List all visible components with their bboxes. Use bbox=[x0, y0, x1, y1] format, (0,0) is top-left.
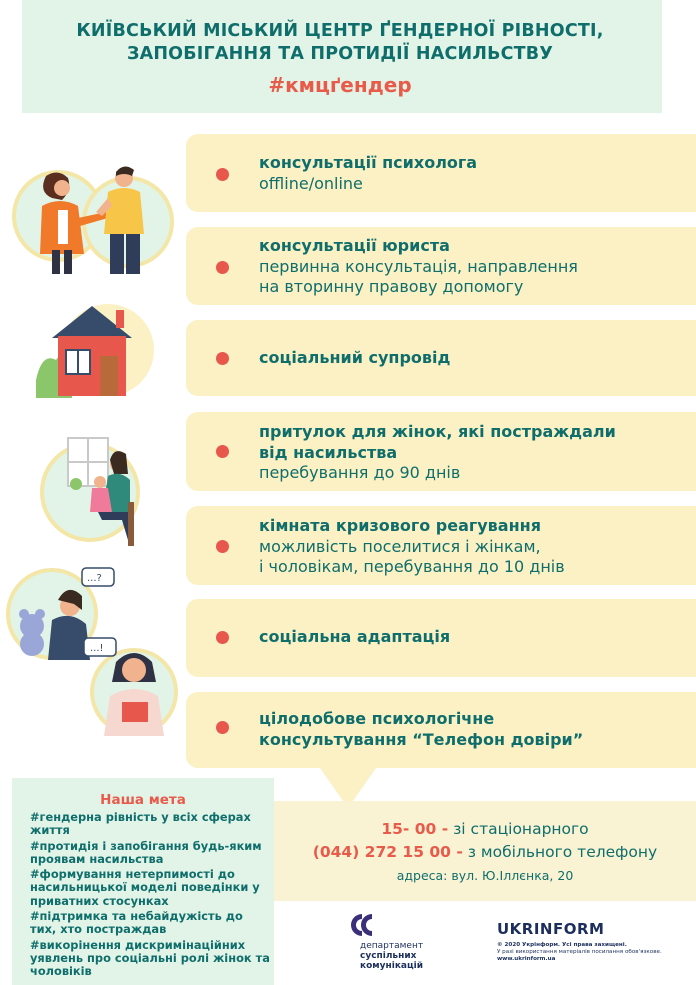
service-card-lawyer bbox=[186, 227, 696, 305]
bullet-dot bbox=[216, 540, 229, 553]
goal-title: Наша мета bbox=[100, 792, 186, 808]
goal-list bbox=[30, 811, 270, 981]
mobile-label: з мобільного телефону bbox=[462, 843, 658, 861]
contact-landline bbox=[274, 820, 696, 838]
goal-item: #викорінення дискримінаційних уявлень про соціальні ролі жінок та чоловіків bbox=[30, 937, 270, 979]
service-subtitle: можливість поселитися і жінкам, bbox=[259, 536, 541, 556]
bullet-dot bbox=[216, 352, 229, 365]
bullet-dot bbox=[216, 168, 229, 181]
consultation-people-illustration bbox=[12, 158, 174, 274]
goal-panel bbox=[12, 778, 274, 985]
house-illustration bbox=[36, 300, 158, 400]
contact-panel bbox=[274, 801, 696, 901]
contact-address: адреса: вул. Ю.Іллєнка, 20 bbox=[396, 868, 574, 883]
service-title: соціальний супровід bbox=[259, 348, 451, 367]
service-subtitle: offline/online bbox=[259, 173, 363, 193]
service-subtitle: на вторинну правову допомогу bbox=[259, 277, 524, 296]
service-card-hotline bbox=[186, 692, 696, 768]
title-line-2: ЗАПОБІГАННЯ ТА ПРОТИДІЇ НАСИЛЬСТВУ bbox=[126, 44, 554, 64]
service-subtitle: перебування до 90 днів bbox=[259, 463, 461, 482]
service-subtitle: і чоловікам, перебування до 10 днів bbox=[259, 557, 565, 576]
bullet-dot bbox=[216, 721, 229, 734]
bullet-dot bbox=[216, 445, 229, 458]
copyright-text: © 2020 Укрінформ. Усі права захищені. bbox=[497, 942, 627, 948]
service-title: консультації психолога bbox=[259, 153, 478, 172]
ukrinform-logo bbox=[497, 920, 687, 980]
landline-number[interactable]: 15- 00 - bbox=[381, 820, 449, 838]
speech-bubble-question: ...? bbox=[87, 573, 102, 584]
ukrinform-url[interactable]: www.ukrinform.ua bbox=[497, 956, 556, 962]
service-card-shelter bbox=[186, 412, 696, 491]
page-title bbox=[60, 20, 620, 66]
mobile-number[interactable]: (044) 272 15 00 - bbox=[312, 843, 463, 861]
service-title: соціальна адаптація bbox=[259, 627, 451, 646]
landline-label: зі стаціонарного bbox=[448, 820, 589, 838]
service-title: притулок для жінок, які постраждали bbox=[259, 422, 616, 441]
service-title-cont: консультування “Телефон довіри” bbox=[259, 729, 584, 749]
goal-item: #формування нетерпимості до насильницької моделі поведінки у приватних стосунках bbox=[30, 867, 260, 908]
department-logo bbox=[350, 912, 470, 972]
ukrinform-name: UKRINFORM bbox=[497, 920, 605, 938]
service-card-crisis-room bbox=[186, 506, 696, 585]
service-title: консультації юриста bbox=[259, 236, 450, 255]
department-name: департамент суспільних комунікацій bbox=[360, 941, 424, 971]
department-logo-icon bbox=[350, 912, 380, 938]
service-title: цілодобове психологічне bbox=[259, 709, 495, 728]
goal-item: #гендерна рівність у всіх сферах життя bbox=[30, 810, 251, 838]
service-subtitle: первинна консультація, направлення bbox=[259, 256, 578, 276]
bullet-dot bbox=[216, 261, 229, 274]
goal-item: #підтримка та небайдужість до тих, хто постраждав bbox=[30, 909, 243, 937]
service-card-social-adaptation bbox=[186, 599, 696, 677]
woman-with-folder-illustration bbox=[82, 636, 182, 736]
mother-child-illustration bbox=[38, 432, 148, 548]
speech-bubble-exclaim: ...! bbox=[90, 643, 104, 654]
contact-mobile bbox=[274, 843, 696, 861]
service-card-psychologist bbox=[186, 134, 696, 212]
title-line-1: КИЇВСЬКИЙ МІСЬКИЙ ЦЕНТР ҐЕНДЕРНОЇ РІВНОСТІ, bbox=[76, 21, 604, 41]
service-title: кімната кризового реагування bbox=[259, 516, 541, 535]
service-card-social-support bbox=[186, 320, 696, 396]
goal-item: #протидія і запобігання будь-яким проявам насильства bbox=[30, 838, 262, 866]
service-title-cont: від насильства bbox=[259, 442, 398, 462]
copyright-note: У разі використання матеріалів посилання обов'язкове. bbox=[497, 949, 662, 955]
hashtag: #кмцґендер bbox=[268, 73, 412, 97]
bullet-dot bbox=[216, 631, 229, 644]
